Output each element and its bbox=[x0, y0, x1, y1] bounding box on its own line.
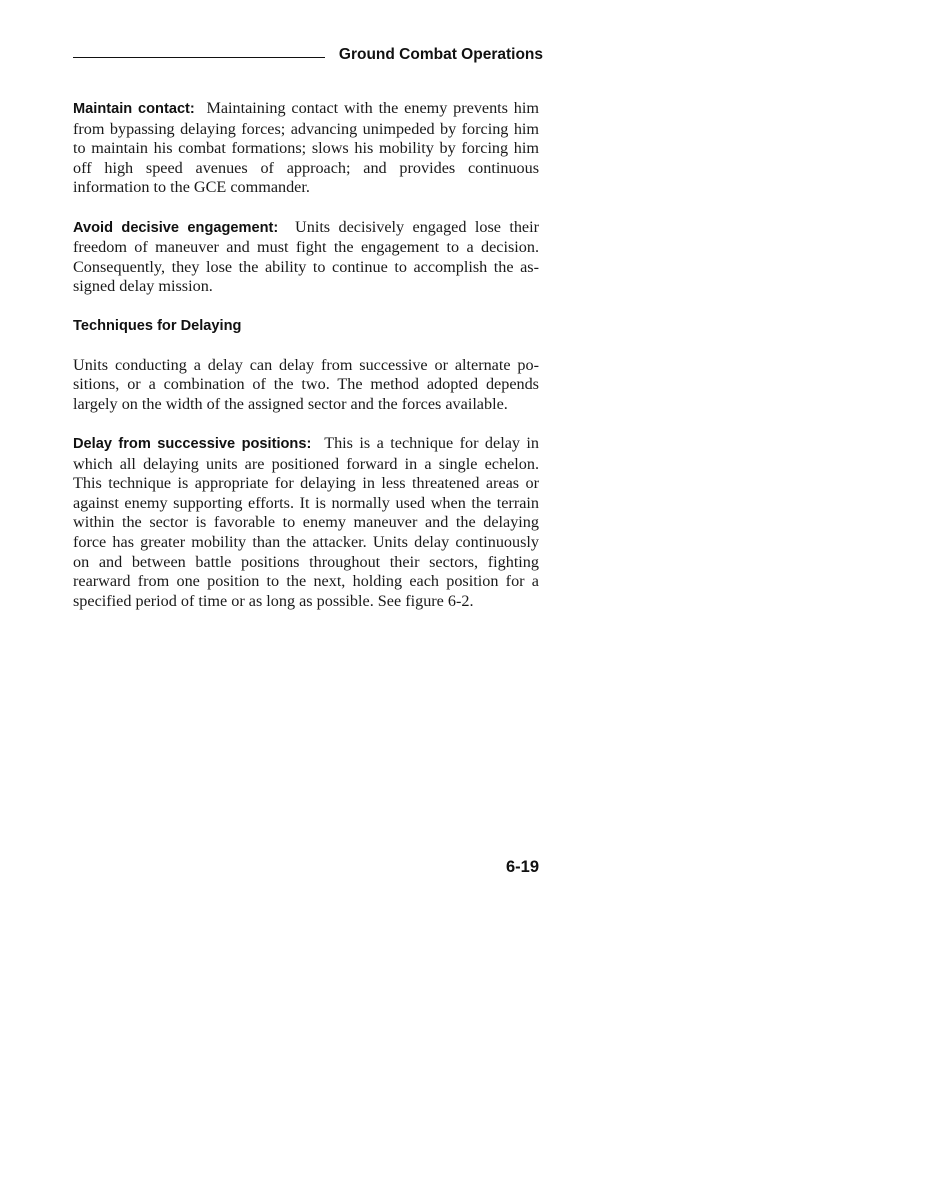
lead-maintain-contact: Maintain contact: bbox=[73, 101, 195, 117]
paragraph-maintain-contact bbox=[73, 99, 539, 198]
lead-avoid-engagement: Avoid decisive engagement: bbox=[73, 219, 279, 236]
text-avoid-engagement: Units decisively engaged lose their freedom of maneuver and must fight the engagement to a decision. Consequently, they lose the ability to continue to accomplish the assigned delay mission. bbox=[73, 217, 539, 296]
lead-successive-positions: Delay from successive positions: bbox=[73, 436, 312, 453]
running-header bbox=[73, 44, 543, 70]
text-maintain-contact: Maintaining contact with the enemy prevents him from bypassing delaying forces; advancing unimpeded by forcing him to maintain his combat formations; slows his mobility by forcing him off high speed avenues of approach; and provides continuous information to the GCE commander. bbox=[73, 99, 539, 197]
section-heading-techniques: Techniques for Delaying bbox=[73, 317, 242, 334]
paragraph-successive-positions bbox=[73, 434, 539, 611]
body-text bbox=[73, 99, 539, 631]
page-number: 6-19 bbox=[505, 858, 539, 876]
text-successive-positions: This is a technique for delay in which all delaying units are positioned forward in a single echelon. This technique is appropriate for delaying in less threatened areas or against enemy supporting efforts. It is normally used when the terrain within the sector is favorable to enemy maneuver and the delaying force has greater mobility than the attacker. Units delay continuously on and between battle positions throughout their sectors, fighting rearward from one position to the next, holding each position for a specified period of time or as long as possible. See figure 6-2. bbox=[73, 434, 540, 610]
header-title: Ground Combat Operations bbox=[338, 46, 543, 63]
paragraph-techniques-intro: Units conducting a delay can delay from successive or alternate positions, or a combination of the two. The method adopted depends largely on the width of the assigned sector and the forces available. bbox=[73, 355, 539, 413]
paragraph-avoid-engagement bbox=[73, 218, 539, 297]
header-rule bbox=[73, 57, 325, 58]
